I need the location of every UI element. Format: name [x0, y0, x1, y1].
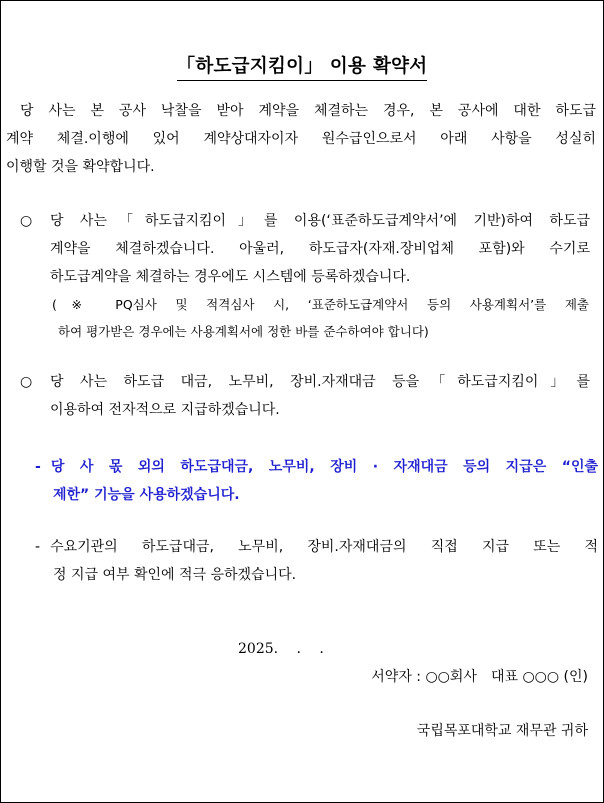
dash-bullet-icon: - [35, 459, 41, 475]
intro-line-2: 계약 체결.이행에 있어 계약상대자이자 원수급인으로서 아래 사항을 성실히 [6, 131, 597, 147]
pledge-item-2-line-1: 당 사는 하도급 대금, 노무비, 장비.자재대금 등을「하도급지킴이」를 [50, 374, 590, 390]
dash-bullet-icon: - [35, 539, 41, 555]
withdrawal-limit-item [35, 453, 598, 509]
direct-payment-item [35, 533, 598, 589]
document-title: 「하도급지킴이」 이용 확약서 [177, 52, 428, 81]
pq-note-line-2: 하여 평가받은 경우에는 사용계획서에 정한 바를 준수하여야 합니다) [58, 324, 429, 339]
title-container [0, 52, 604, 81]
pledge-item-1 [20, 207, 590, 291]
intro-line-1: 당 사는 본 공사 낙찰을 받아 계약을 체결하는 경우, 본 공사에 대한 하도급 [20, 103, 596, 119]
pledge-item-2-line-2: 이용하여 전자적으로 지급하겠습니다. [50, 402, 280, 418]
withdrawal-limit-line-1: 당 사 몫 외의 하도급대금, 노무비, 장비 · 자재대금 등의 지급은 “인출 [50, 459, 598, 475]
pledge-item-2 [20, 368, 590, 424]
pledge-item-1-line-3: 하도급계약을 체결하는 경우에도 시스템에 등록하겠습니다. [50, 269, 411, 285]
intro-paragraph [6, 97, 596, 181]
withdrawal-limit-line-2: 제한” 기능을 사용하겠습니다. [53, 487, 240, 503]
direct-payment-line-1: 수요기관의 하도급대금, 노무비, 장비.자재대금의 직접 지급 또는 적 [50, 539, 598, 555]
pq-note [52, 291, 589, 345]
signer-line: 서약자 : ○○회사 대표 ○○○ (인) [371, 669, 588, 685]
pledge-item-1-line-1: 당 사는「하도급지킴이」를 이용(‘표준하도급계약서’에 기반)하여 하도급 [50, 213, 590, 229]
pq-note-line-1: (※ PQ심사 및 적격심사 시, ‘표준하도급계약서 등의 사용계획서’를 제출 [52, 297, 589, 312]
direct-payment-line-2: 정 지급 여부 확인에 적극 응하겠습니다. [53, 567, 297, 583]
intro-line-3: 이행할 것을 확약합니다. [6, 159, 155, 175]
pledge-item-1-line-2: 계약을 체결하겠습니다. 아울러, 하도급자(자재.장비업체 포함)와 수기로 [50, 241, 590, 257]
recipient-line: 국립목포대학교 재무관 귀하 [416, 723, 588, 739]
signing-date: 2025. . . [238, 641, 324, 657]
circle-bullet-icon: ○ [20, 374, 33, 390]
circle-bullet-icon: ○ [20, 213, 33, 229]
